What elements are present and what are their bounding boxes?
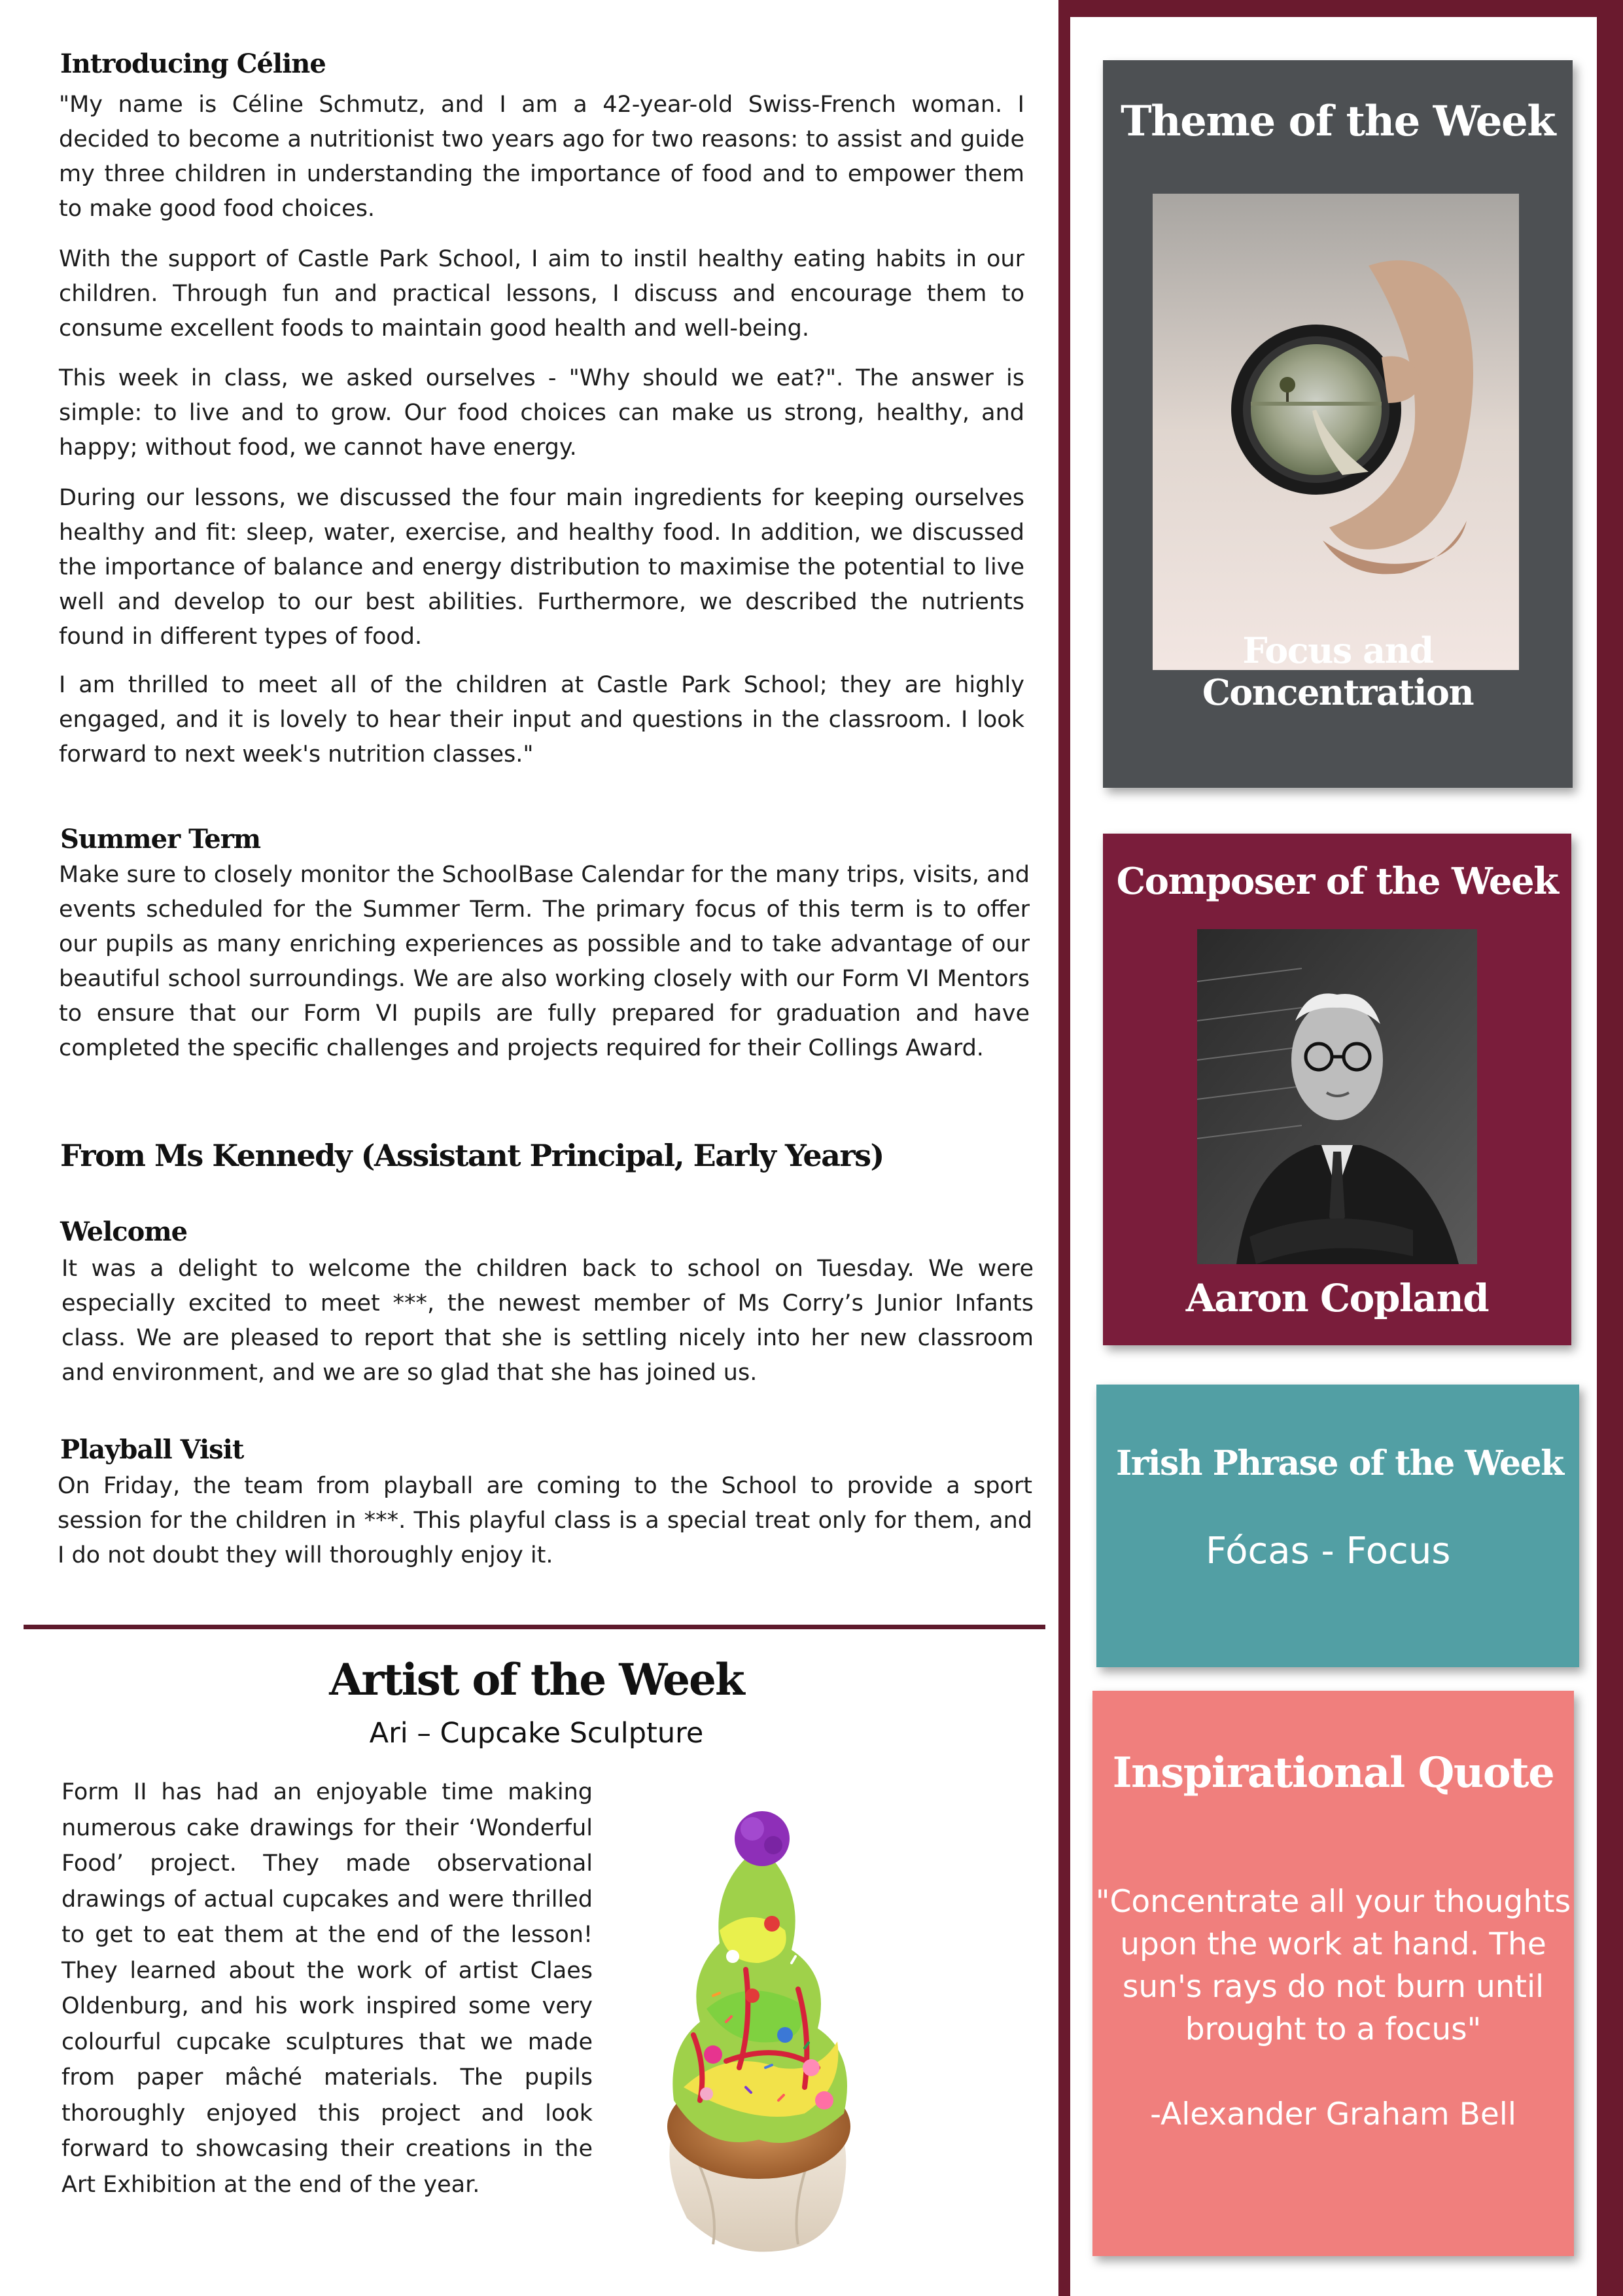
intro-paragraph-2: With the support of Castle Park School, I aim to instil healthy eating habits in our children. Through fun and practical lessons, I discuss and encourage them to consume excellent foods to maintain good health and well-being. <box>59 246 1024 342</box>
playball-paragraph: On Friday, the team from playball are coming to the School to provide a sport session for the children in ***. This playful class is a special treat only for them, and I do not doubt they will thoroughly enjoy it. <box>58 1473 1032 1568</box>
section-divider <box>24 1625 1045 1629</box>
quote-line-3: sun's rays do not burn until <box>1122 1969 1544 2005</box>
artist-paragraph: Form II has had an enjoyable time making numerous cake drawings for their ‘Wonderful Food’ project. They made observational drawings of actual cupcakes and were thrilled to get to eat them at the end of the lesson! They learned about the work of artist Claes Oldenburg, and his work inspired some very colourful cupcake sculptures that we made from paper mâché materials. The pupils thoroughly enjoyed this project and look forward to showcasing their creations in the Art Exhibition at the end of the year. <box>61 1779 593 2198</box>
intro-paragraph-5: I am thrilled to meet all of the children at Castle Park School; they are highly engaged, and it is lovely to hear their input and questions in the classroom. I look forward to next week's nutrition classes." <box>59 672 1024 768</box>
welcome-paragraph: It was a delight to welcome the children back to school on Tuesday. We were especially excited to meet ***, the newest member of Ms Corry’s Junior Infants class. We are pleased to report that she is settling nicely into her new classroom and environment, and we are so glad that she has joined us. <box>61 1256 1034 1386</box>
intro-paragraph-3: This week in class, we asked ourselves - "Why should we eat?". The answer is simple: to live and to grow. Our food choices can make us strong, healthy, and happy; without food, we cannot have energy. <box>59 365 1024 461</box>
inspirational-quote-card <box>1092 1691 1574 2256</box>
quote-line-4: brought to a focus" <box>1185 2011 1482 2047</box>
summer-term-paragraph: Make sure to closely monitor the SchoolBase Calendar for the many trips, visits, and events scheduled for the Summer Term. The primary focus of this term is to offer our pupils as many enriching experiences as possible and to take advantage of our beautiful school surroundings. We are also working closely with our Form VI Mentors to ensure that our Form VI pupils are fully prepared for graduation and have completed the specific challenges and projects required for their Collings Award. <box>59 862 1030 1061</box>
quote-title: Inspirational Quote <box>1112 1748 1554 1797</box>
theme-caption: Focus and Concentration <box>1202 629 1474 713</box>
artist-subtitle: Ari – Cupcake Sculpture <box>369 1717 704 1750</box>
intro-heading: Introducing Céline <box>60 48 326 79</box>
composer-of-the-week-card <box>1103 834 1571 1345</box>
irish-phrase: Fócas - Focus <box>1205 1530 1451 1572</box>
kennedy-heading: From Ms Kennedy (Assistant Principal, Early Years) <box>60 1138 884 1173</box>
quote-author: -Alexander Graham Bell <box>1150 2096 1516 2132</box>
theme-title: Theme of the Week <box>1120 97 1556 146</box>
intro-paragraph-4: During our lessons, we discussed the four main ingredients for keeping ourselves healthy and fit: sleep, water, exercise, and healthy food. In addition, we discussed the importance of balance and energy distribution to maximise the potential to live well and develop to our best abilities. Furthermore, we described the nutrients found in different types of food. <box>59 485 1024 650</box>
quote-line-1: "Concentrate all your thoughts <box>1095 1884 1571 1920</box>
composer-portrait-image <box>1197 929 1477 1264</box>
lens-landscape-image <box>1153 194 1519 670</box>
irish-title: Irish Phrase of the Week <box>1116 1443 1563 1483</box>
cupcake-sculpture-image <box>648 1760 870 2270</box>
composer-title: Composer of the Week <box>1116 860 1558 903</box>
artist-heading: Artist of the Week <box>329 1654 744 1705</box>
theme-of-the-week-card <box>1103 60 1573 788</box>
quote-line-2: upon the work at hand. The <box>1120 1926 1546 1962</box>
welcome-heading: Welcome <box>60 1216 188 1247</box>
irish-phrase-card <box>1096 1385 1579 1667</box>
composer-name: Aaron Copland <box>1185 1276 1489 1320</box>
playball-heading: Playball Visit <box>60 1434 244 1465</box>
intro-paragraph-1: "My name is Céline Schmutz, and I am a 42-year-old Swiss-French woman. I decided to become a nutritionist two years ago for two reasons: to assist and guide my three children in understanding the importance of food and to empower them to make good food choices. <box>59 92 1024 222</box>
summer-term-heading: Summer Term <box>60 824 261 855</box>
